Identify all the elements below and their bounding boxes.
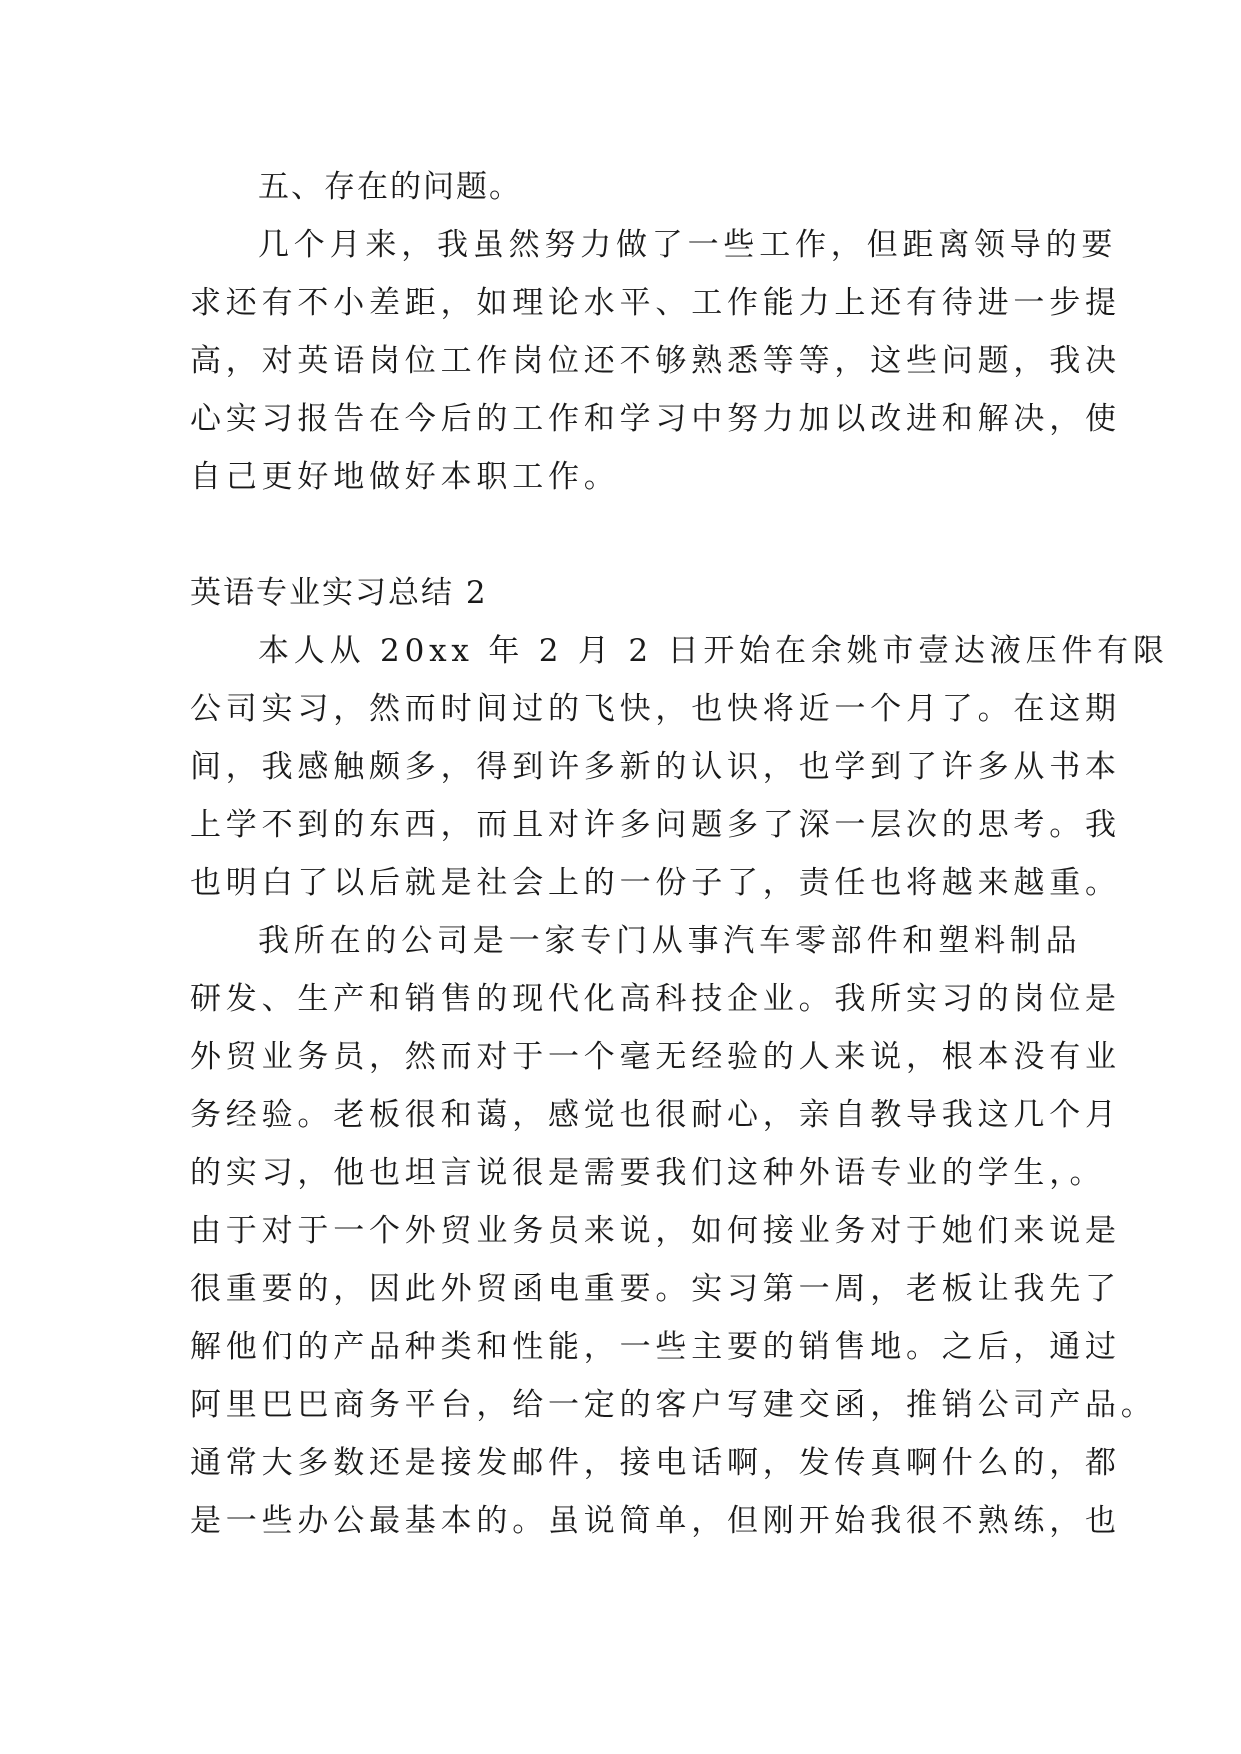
section-title: 英语专业实习总结 2 [190,575,488,611]
text-line: 自己更好地做好本职工作。 [190,459,620,495]
text-line: 外贸业务员，然而对于一个毫无经验的人来说，根本没有业 [190,1039,1121,1075]
text-line: 是一些办公最基本的。虽说简单，但刚开始我很不熟练，也 [190,1503,1121,1539]
text-line: 我所在的公司是一家专门从事汽车零部件和塑料制品 [258,923,1082,959]
text-line: 上学不到的东西，而且对许多问题多了深一层次的思考。我 [190,807,1121,843]
text-line: 的实习，他也坦言说很是需要我们这种外语专业的学生，。 [190,1155,1106,1191]
paragraph [190,216,1121,506]
paragraph [190,622,1169,912]
text-line: 本人从 20xx 年 2 月 2 日开始在余姚市壹达液压件有限 [258,633,1169,669]
section-spacer [190,506,1060,564]
text-line: 很重要的，因此外贸函电重要。实习第一周，老板让我先了 [190,1271,1121,1307]
text-line: 由于对于一个外贸业务员来说，如何接业务对于她们来说是 [190,1213,1121,1249]
text-line: 高，对英语岗位工作岗位还不够熟悉等等，这些问题，我决 [190,343,1121,379]
text-line: 间，我感触颇多，得到许多新的认识，也学到了许多从书本 [190,749,1121,785]
text-line: 研发、生产和销售的现代化高科技企业。我所实习的岗位是 [190,981,1121,1017]
text-line: 几个月来，我虽然努力做了一些工作，但距离领导的要 [258,227,1118,263]
text-line: 也明白了以后就是社会上的一份子了，责任也将越来越重。 [190,865,1121,901]
section-heading: 五、存在的问题。 [258,169,522,205]
paragraph [190,912,1157,1550]
text-line: 通常大多数还是接发邮件，接电话啊，发传真啊什么的，都 [190,1445,1121,1481]
text-line: 心实习报告在今后的工作和学习中努力加以改进和解决，使 [190,401,1121,437]
document-body [190,158,1169,1550]
text-line: 务经验。老板很和蔼，感觉也很耐心，亲自教导我这几个月 [190,1097,1121,1133]
text-line: 解他们的产品种类和性能，一些主要的销售地。之后，通过 [190,1329,1121,1365]
text-line: 公司实习，然而时间过的飞快，也快将近一个月了。在这期 [190,691,1121,727]
text-line: 求还有不小差距，如理论水平、工作能力上还有待进一步提 [190,285,1121,321]
text-line: 阿里巴巴商务平台，给一定的客户写建交函，推销公司产品。 [190,1387,1157,1423]
